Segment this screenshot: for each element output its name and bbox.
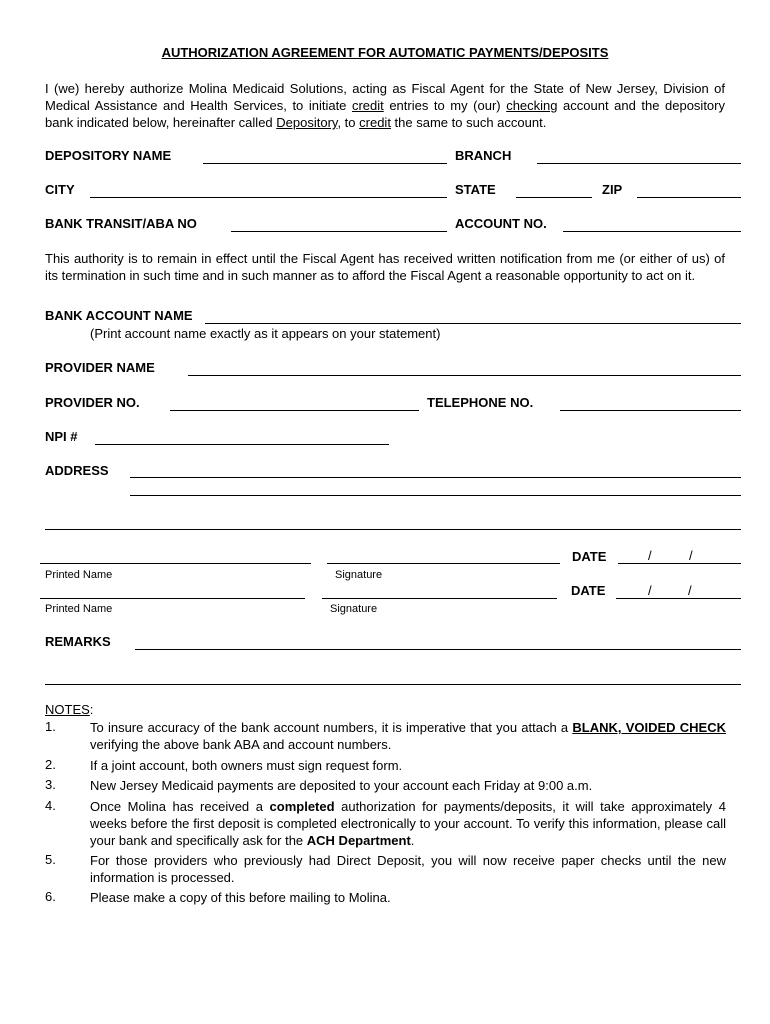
note-1-post: verifying the above bank ABA and account numbers.: [90, 737, 392, 752]
city-label: CITY: [45, 182, 75, 197]
note-5-text: For those providers who previously had Direct Deposit, you will now receive paper checks until the new information is processed.: [90, 853, 726, 885]
intro-depository: Depository: [276, 115, 338, 130]
bank-transit-label: BANK TRANSIT/ABA NO: [45, 216, 197, 231]
address-field-line-1[interactable]: [130, 477, 741, 478]
provider-no-field[interactable]: [170, 410, 419, 411]
branch-field[interactable]: [537, 163, 741, 164]
notes-title: NOTES: [45, 702, 90, 717]
note-1-bold: BLANK, VOIDED CHECK: [572, 720, 726, 735]
date-sep-1a: /: [648, 548, 652, 563]
note-4-pre: Once Molina has received a: [90, 799, 270, 814]
address-field-line-3[interactable]: [45, 529, 741, 530]
signature-caption-2: Signature: [330, 603, 378, 615]
account-no-field[interactable]: [563, 231, 741, 232]
note-4-post: .: [410, 833, 415, 848]
date-sep-2a: /: [648, 583, 652, 598]
telephone-no-label: TELEPHONE NO.: [427, 395, 534, 410]
date-label-1: DATE: [572, 549, 607, 564]
date-sep-2b: /: [688, 583, 692, 598]
address-field-line-2[interactable]: [130, 495, 741, 496]
npi-field[interactable]: [95, 444, 389, 445]
note-2-number: 2.: [45, 757, 56, 772]
state-field[interactable]: [516, 197, 592, 198]
note-3-number: 3.: [45, 777, 56, 792]
bank-account-name-label: BANK ACCOUNT NAME: [45, 308, 193, 323]
note-6-text: Please make a copy of this before mailing to Molina.: [90, 890, 391, 905]
intro-text-3: account and the depository bank indicated below, hereinafter called: [45, 98, 725, 130]
intro-text-4: , to: [337, 115, 360, 130]
remarks-label: REMARKS: [45, 634, 111, 649]
note-2-text: If a joint account, both owners must sign request form.: [90, 758, 403, 773]
address-label: ADDRESS: [45, 463, 109, 478]
note-1-number: 1.: [45, 719, 56, 734]
printed-name-caption-1: Printed Name: [45, 569, 113, 581]
notes-heading: [45, 702, 93, 717]
remarks-field-line-2[interactable]: [45, 684, 741, 685]
bank-account-name-field[interactable]: [205, 323, 741, 324]
note-3-text: New Jersey Medicaid payments are deposited to your account each Friday at 9:00 a.m.: [90, 778, 593, 793]
account-no-label: ACCOUNT NO.: [455, 216, 547, 231]
provider-name-label: PROVIDER NAME: [45, 360, 155, 375]
note-4-bold-2: ACH Department: [306, 833, 411, 848]
date-field-1[interactable]: [618, 563, 741, 564]
depository-name-label: DEPOSITORY NAME: [45, 148, 172, 163]
authority-paragraph: This authority is to remain in effect until the Fiscal Agent has received written notification from me (or either of us) of its termination in such time and in such manner as to afford the Fiscal Agent a reasonable opportunity to act on it.: [45, 251, 725, 283]
note-6-number: 6.: [45, 889, 56, 904]
state-label: STATE: [455, 182, 496, 197]
intro-text-1: I (we) hereby authorize Molina Medicaid Solutions, acting as Fiscal Agent for the State of New Jersey, Division of Medical Assistance and Health Services, to initiate: [45, 81, 725, 113]
printed-name-field-1[interactable]: [40, 563, 311, 564]
zip-label: ZIP: [602, 182, 623, 197]
provider-no-label: PROVIDER NO.: [45, 395, 140, 410]
date-field-2[interactable]: [616, 598, 741, 599]
note-4-text: [90, 798, 726, 849]
signature-caption-1: Signature: [335, 569, 383, 581]
telephone-no-field[interactable]: [560, 410, 741, 411]
printed-name-caption-2: Printed Name: [45, 603, 113, 615]
bank-account-name-hint: (Print account name exactly as it appears on your statement): [90, 326, 441, 341]
zip-field[interactable]: [637, 197, 741, 198]
intro-text-2: entries to my (our): [383, 98, 507, 113]
branch-label: BRANCH: [455, 148, 512, 163]
intro-text-5: the same to such account.: [390, 115, 547, 130]
form-title: AUTHORIZATION AGREEMENT FOR AUTOMATIC PAYMENTS/DEPOSITS: [161, 45, 609, 60]
intro-credit-1: credit: [351, 98, 384, 113]
depository-name-field[interactable]: [203, 163, 447, 164]
bank-transit-field[interactable]: [231, 231, 447, 232]
signature-field-1[interactable]: [327, 563, 560, 564]
date-label-2: DATE: [571, 583, 606, 598]
city-field[interactable]: [90, 197, 447, 198]
npi-label: NPI #: [45, 429, 78, 444]
date-sep-1b: /: [689, 548, 693, 563]
printed-name-field-2[interactable]: [40, 598, 305, 599]
note-1-pre: To insure accuracy of the bank account numbers, it is imperative that you attach a: [90, 720, 573, 735]
notes-colon: :: [89, 702, 94, 717]
note-1-text: [90, 719, 726, 753]
note-4-number: 4.: [45, 798, 56, 813]
provider-name-field[interactable]: [188, 375, 741, 376]
remarks-field-line-1[interactable]: [135, 649, 741, 650]
note-4-mid: authorization for payments/deposits, it will take approximately 4 weeks before the first deposit is completed electronically to your account. To verify this information, please call your bank and specifically ask for the: [90, 799, 726, 848]
intro-checking: checking: [506, 98, 558, 113]
intro-paragraph: [45, 80, 725, 131]
intro-credit-2: credit: [359, 115, 391, 130]
signature-field-2[interactable]: [322, 598, 557, 599]
note-4-bold: completed: [269, 799, 335, 814]
note-5-number: 5.: [45, 852, 56, 867]
